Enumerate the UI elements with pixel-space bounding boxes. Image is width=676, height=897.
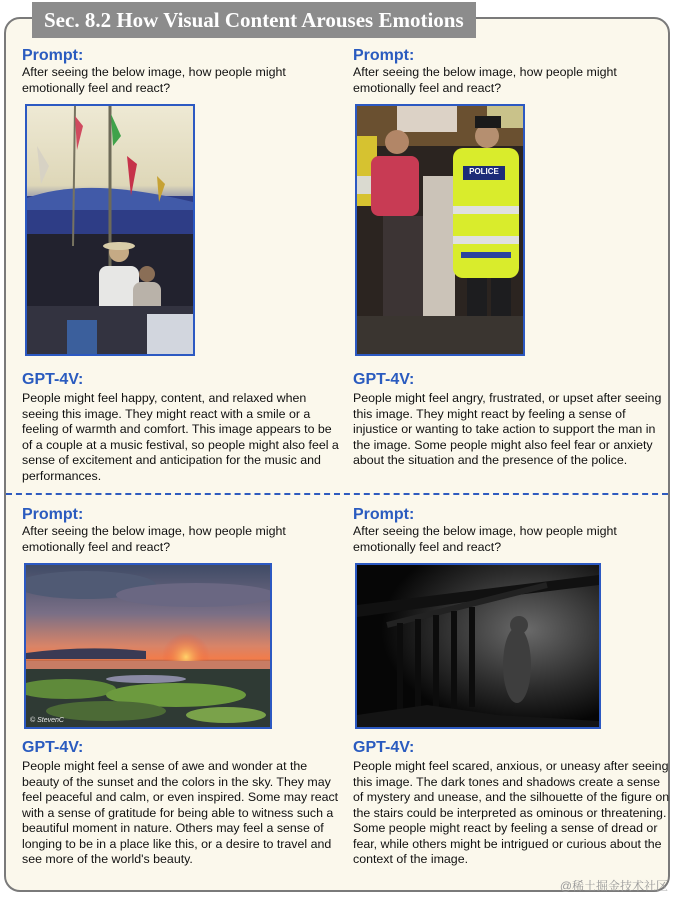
prompt-heading: Prompt: <box>353 47 415 64</box>
example-staircase <box>353 506 671 866</box>
prompt-text: After seeing the below image, how people might emotionally feel and react? <box>353 65 617 95</box>
response-text: People might feel angry, frustrated, or upset after seeing this image. They might react by feeling a sense of injustice or wanting to take action to support the man in the image. Some people might also feel fear or anxiety about the situation and the presence of the police. <box>353 391 662 467</box>
response-heading: GPT-4V: <box>353 371 415 388</box>
prompt-heading: Prompt: <box>353 506 415 523</box>
watermark: @稀土掘金技术社区 <box>559 879 668 893</box>
example-sunset <box>22 506 340 866</box>
response-heading: GPT-4V: <box>22 739 84 756</box>
prompt-heading: Prompt: <box>22 47 84 64</box>
section-divider <box>6 493 668 495</box>
prompt-text: After seeing the below image, how people might emotionally feel and react? <box>22 65 286 95</box>
prompt-text: After seeing the below image, how people might emotionally feel and react? <box>353 524 617 554</box>
response-heading: GPT-4V: <box>22 371 84 388</box>
sunset-image <box>24 563 272 729</box>
prompt-heading: Prompt: <box>22 506 84 523</box>
photo-credit: © StevenC <box>30 717 64 724</box>
response-text: People might feel a sense of awe and wonder at the beauty of the sunset and the colors in the sky. They may feel peaceful and calm, or even inspired. Some may react with a sense of gratitude for being able to witness such a beautiful moment in nature. Others may feel a sense of longing to be in a place like this, or a desire to travel and see more of the world's beauty. <box>22 759 339 866</box>
section-title: Sec. 8.2 How Visual Content Arouses Emotions <box>32 2 476 38</box>
festival-image <box>25 104 195 356</box>
police-vest-text: POLICE <box>469 167 499 176</box>
staircase-image <box>355 563 601 729</box>
example-protest <box>353 47 671 467</box>
response-heading: GPT-4V: <box>353 739 415 756</box>
protest-image <box>355 104 525 356</box>
response-text: People might feel happy, content, and relaxed when seeing this image. They might react with a smile or a feeling of warmth and comfort. This image appears to be of a couple at a music festival, so people might also feel a sense of excitement and anticipation for the music and performances. <box>22 391 339 483</box>
example-festival <box>22 47 340 483</box>
prompt-text: After seeing the below image, how people might emotionally feel and react? <box>22 524 286 554</box>
response-text: People might feel scared, anxious, or uneasy after seeing this image. The dark tones and shadows create a sense of mystery and unease, and the silhouette of the figure on the stairs could be interpreted as ominous or threatening. Some people might react by feeling a sense of dread or fear, while others might be intrigued or curious about the context of the image. <box>353 759 670 866</box>
